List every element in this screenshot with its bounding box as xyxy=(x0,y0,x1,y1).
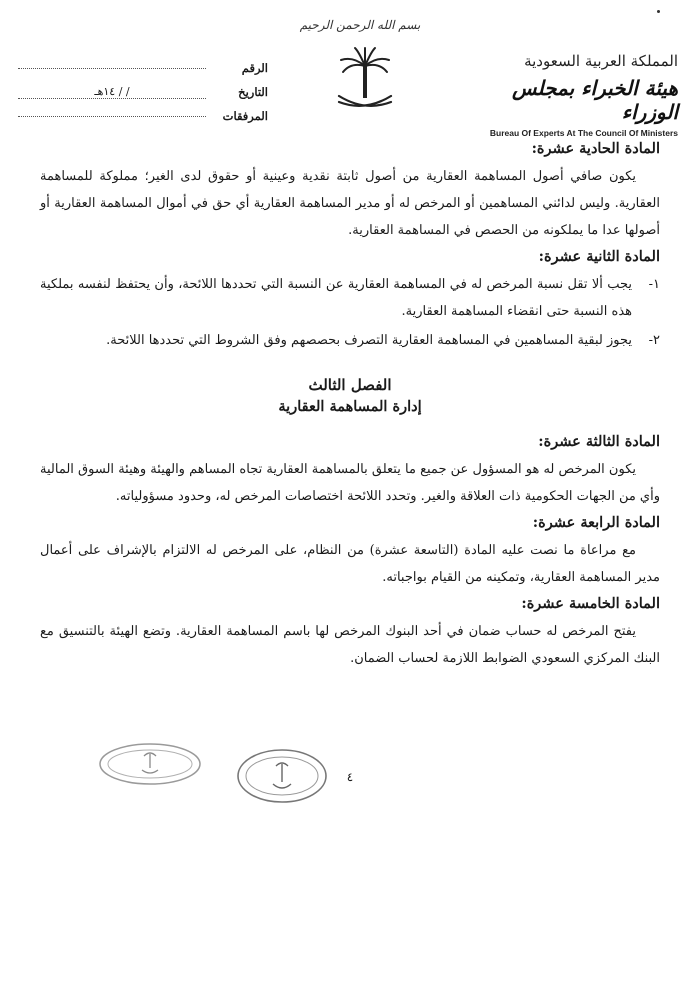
list-item xyxy=(40,327,660,354)
attachments-label: المرفقات xyxy=(222,109,268,123)
article-paragraph: مع مراعاة ما نصت عليه المادة (التاسعة عشرة) من النظام، على المرخص له الالتزام بالإشراف على أعمال مدير المساهمة العقارية، وتمكينه من القيام بواجباته. xyxy=(40,543,660,585)
article-heading: المادة الخامسة عشرة: xyxy=(521,595,660,612)
article-heading: المادة الحادية عشرة: xyxy=(531,140,660,157)
date-value: / / ١٤هـ xyxy=(18,85,206,99)
document-body xyxy=(40,140,660,676)
article-paragraph: يفتح المرخص له حساب ضمان في أحد البنوك المرخص لها باسم المساهمة العقارية. وتضع الهيئة بالتنسيق مع البنك المركزي السعودي الضوابط اللازمة لحساب الضمان. xyxy=(40,624,660,666)
article-14 xyxy=(40,514,660,591)
article-11 xyxy=(40,140,660,244)
article-13 xyxy=(40,433,660,510)
chapter-title: الفصل الثالث xyxy=(308,376,392,394)
article-heading: المادة الثالثة عشرة: xyxy=(538,433,660,450)
list-item-number: ٢- xyxy=(648,333,660,348)
article-15 xyxy=(40,595,660,672)
number-row xyxy=(18,56,268,80)
chapter-subtitle: إدارة المساهمة العقارية xyxy=(278,398,422,415)
article-heading: المادة الثانية عشرة: xyxy=(538,248,660,265)
list-item xyxy=(40,271,660,325)
article-paragraph: يكون المرخص له هو المسؤول عن جميع ما يتعلق بالمساهمة العقارية تجاه المساهم والهيئة وهيئة السوق المالية وأي من الجهات الحكومية ذات العلاقة والغير. وتحدد اللائحة اختصاصات المرخص له، وحدود مسؤولياته. xyxy=(40,462,660,504)
basmala: بسم الله الرحمن الرحيم xyxy=(299,18,421,32)
list-item-text: يجب ألا تقل نسبة المرخص له في المساهمة العقارية عن النسبة التي تحددها اللائحة، وأن يحتفظ لنفسه بملكية هذه النسبة حتى انقضاء المساهمة العقارية. xyxy=(40,277,632,319)
bureau-name-arabic: هيئة الخبراء بمجلس الوزراء xyxy=(511,76,678,124)
page-number: ٤ xyxy=(346,770,354,784)
article-paragraph: يكون صافي أصول المساهمة العقارية من أصول ثابتة نقدية وعينية أو حقوق لدى الغير؛ مملوكة للمساهمة العقارية. وليس لدائني المساهمين أو المرخص له أو مدير المساهمة العقارية أي حق في أموال المساهمة العقارية أو أصولها عدا ما يملكونه من الحصص في المساهمة العقارية. xyxy=(40,169,660,238)
article-12 xyxy=(40,248,660,354)
number-label: الرقم xyxy=(241,61,268,75)
kingdom-name: المملكة العربية السعودية xyxy=(524,52,678,70)
attachments-row xyxy=(18,104,268,128)
date-label: التاريخ xyxy=(238,85,268,99)
letterhead-fields xyxy=(18,56,268,128)
article-heading: المادة الرابعة عشرة: xyxy=(532,514,660,531)
bureau-name-english: Bureau Of Experts At The Council Of Ministers xyxy=(489,128,678,138)
date-row xyxy=(18,80,268,104)
list-item-text: يجوز لبقية المساهمين في المساهمة العقارية التصرف بحصصهم وفق الشروط التي تحددها اللائحة. xyxy=(106,333,632,348)
palm-swords-emblem-icon xyxy=(335,46,395,116)
list-item-number: ١- xyxy=(648,277,660,292)
attachments-value xyxy=(18,116,206,117)
scan-speck xyxy=(657,10,660,13)
number-value xyxy=(18,68,206,69)
letterhead-right xyxy=(478,52,678,138)
